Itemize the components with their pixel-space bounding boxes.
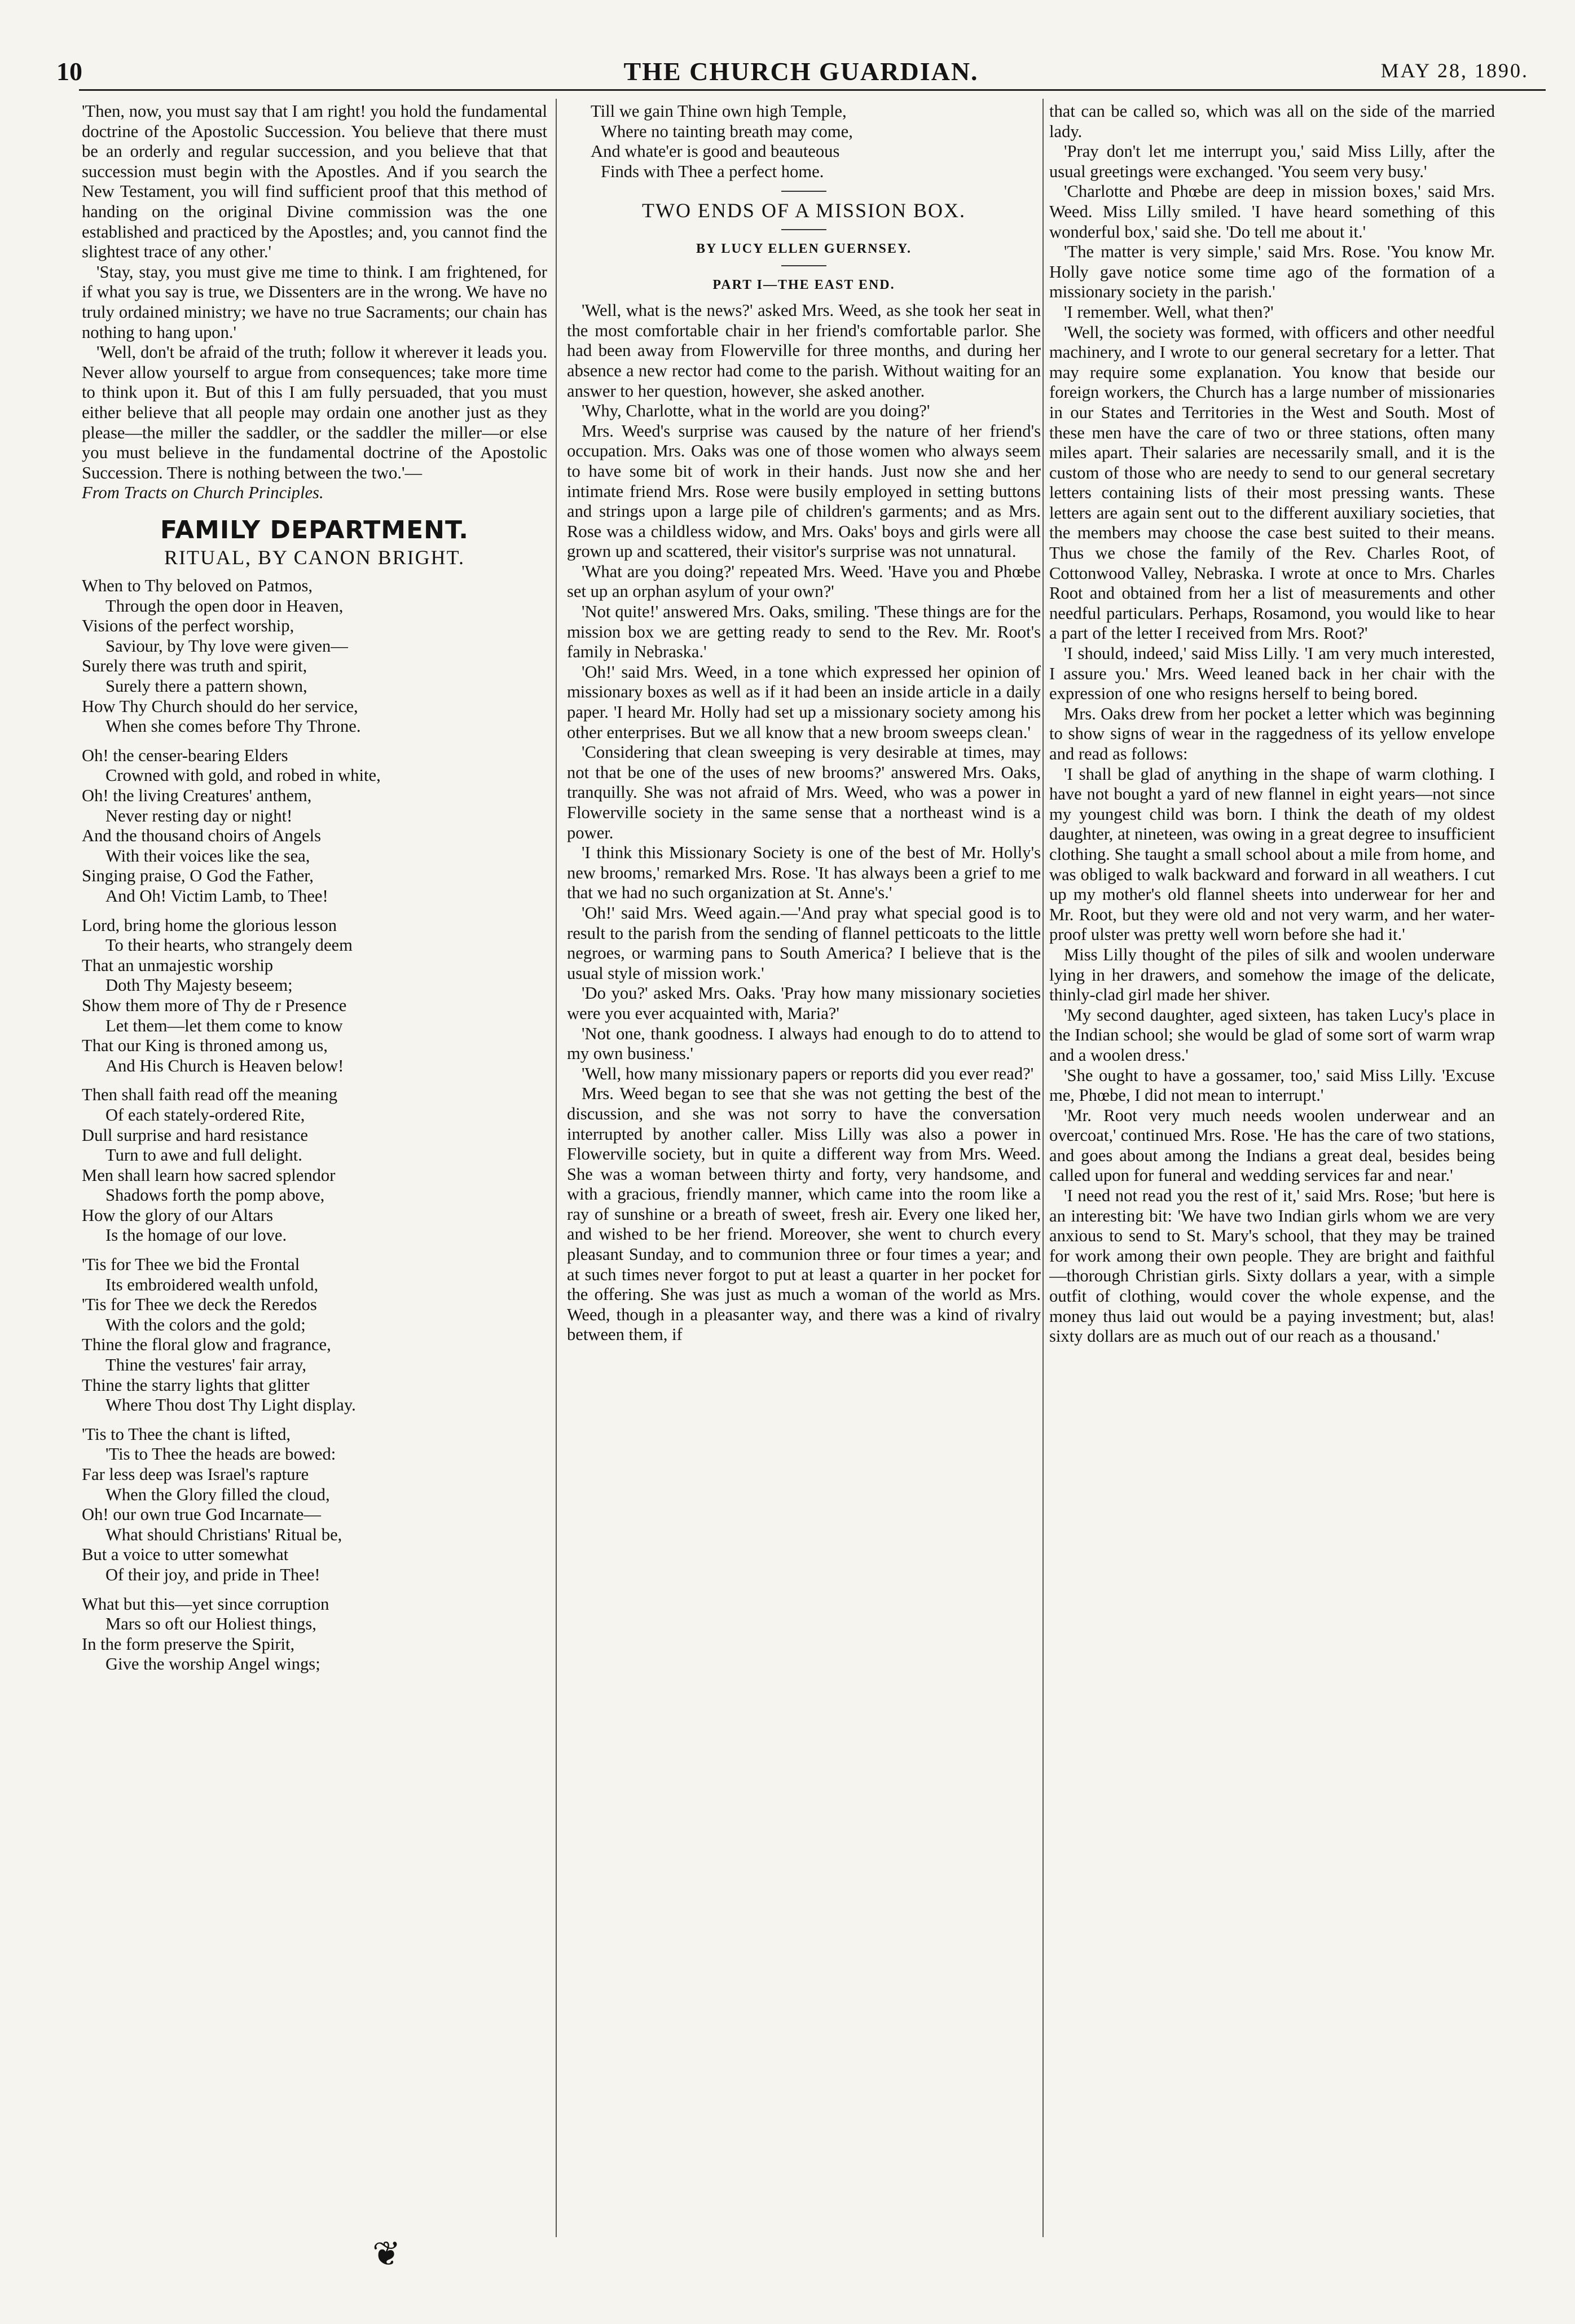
part-heading: PART I—THE EAST END. [712,277,895,292]
paragraph: Miss Lilly thought of the piles of silk and woolen underware lying in her drawers, and somehow the image of the delicate, thinly-clad girl made her shiver. [1049,944,1495,1005]
poem-line: Crowned with gold, and robed in white, [105,766,381,785]
poem-line: Of each stately-ordered Rite, [105,1105,305,1124]
column-3 [1049,102,1495,2302]
poem-line: And His Church is Heaven below! [105,1056,344,1075]
poem-line: And Oh! Victim Lamb, to Thee! [105,886,328,906]
poem-line: Let them—let them come to know [105,1016,343,1035]
paragraph: 'I think this Missionary Society is one of the best of Mr. Holly's new brooms,' remarked Mrs. Rose. 'It has always been a grief to me that we had no such organization at St. Anne's.' [567,843,1041,903]
column-1 [82,102,547,2302]
poem-line: Oh! our own true God Incarnate— [82,1505,321,1525]
poem-line: Give the worship Angel wings; [105,1654,320,1674]
paragraph: 'Mr. Root very much needs woolen underwear and an overcoat,' continued Mrs. Rose. 'He has the care of two stations, and goes about among the Indians a great deal, besides being called upon for funeral and wedding services far and near.' [1049,1105,1495,1185]
paragraph: 'Not one, thank goodness. I always had enough to do to attend to my own business.' [567,1023,1041,1064]
poem-line: Visions of the perfect worship, [82,616,294,636]
poem-line: Surely there was truth and spirit, [82,656,307,676]
column-2 [567,102,1041,2302]
poem-title: RITUAL, BY CANON BRIGHT. [164,546,465,569]
poem-line: Finds with Thee a perfect home. [601,161,824,181]
poem-line: Shadows forth the pomp above, [105,1185,325,1205]
paragraph: Mrs. Weed began to see that she was not getting the best of the discussion, and she was not sorry to have the conversation interrupted by another caller. Miss Lilly was also a power in Flowerville society, but in quite a different way from Mrs. Weed. She was a woman between thirty and forty, very handsome, and with a gracious, friendly manner, which came into the room like a ray of sunshine or a breath of sweet, fresh air. Every one liked her, and wished to be her friend. Moreover, she went to church every pleasant Sunday, and to communion three or four times a year; and at such times never forgot to put at least a quarter in her pocket for the offering. She was just as much a woman of the world as Mrs. Weed, though in a pleasanter way, and there was a kind of rivalry between them, if [567,1084,1041,1345]
paragraph: 'I need not read you the rest of it,' said Mrs. Rose; 'but here is an interesting bit: 'We have two Indian girls whom we are very anxious to send to St. Mary's school, that they may be trained for work among their own people. They are bright and faithful—thorough Christian girls. Sixty dollars a year, with a simple outfit of clothing, would cover the whole expense, and the money thus laid out would be a paying investment; but, alas! sixty dollars are as much out of our reach as a thousand.' [1049,1186,1495,1346]
poem-line: Lord, bring home the glorious lesson [82,915,337,935]
paragraph: 'The matter is very simple,' said Mrs. Rose. 'You know Mr. Holly gave notice some time ago of the formation of a missionary society in the parish.' [1049,242,1495,302]
page-number: 10 [56,57,82,86]
poem-ending [567,102,1041,182]
poem-line: Far less deep was Israel's rapture [82,1465,309,1484]
divider [781,229,826,230]
divider [781,265,826,266]
poem-line: Saviour, by Thy love were given— [105,636,348,656]
masthead-rule [79,89,1546,91]
poem-line: Turn to awe and full delight. [105,1145,302,1165]
poem-line: Where Thou dost Thy Light display. [105,1395,356,1415]
printer-ornament-icon: ❦ [372,2234,401,2274]
paragraph: 'Well, how many missionary papers or reports did you ever read?' [582,1064,1034,1083]
poem-line: Thine the vestures' fair array, [105,1355,307,1375]
poem-line: What but this—yet since corruption [82,1594,329,1614]
poem-line: Oh! the living Creatures' anthem, [82,786,312,805]
paragraph: Mrs. Oaks drew from her pocket a letter which was beginning to show signs of wear in the raggedness of its yellow envelope and read as follows: [1049,704,1495,763]
paragraph: 'Why, Charlotte, what in the world are you doing?' [582,401,930,421]
paragraph: 'My second daughter, aged sixteen, has taken Lucy's place in the Indian school; she would be glad of some sort of warm wrap and a woolen dress.' [1049,1005,1495,1065]
story-title: TWO ENDS OF A MISSION BOX. [641,199,966,222]
paragraph: 'Oh!' said Mrs. Weed again.—'And pray what special good is to result to the parish from the sending of flannel petticoats to the little negroes, or warming pans to South America? I believe that is the usual style of mission work.' [567,903,1041,983]
poem-line: 'Tis to Thee the heads are bowed: [105,1444,336,1464]
paragraph: 'Charlotte and Phœbe are deep in mission boxes,' said Mrs. Weed. Miss Lilly smiled. 'I have heard something of this wonderful box,' said she. 'Do tell me about it.' [1049,182,1495,241]
poem-stanza [82,1085,547,1246]
poem-stanza [82,576,547,737]
poem-line: How the glory of our Altars [82,1205,274,1225]
poem-line: That our King is throned among us, [82,1036,328,1056]
poem-line: That an unmajestic worship [82,955,273,975]
poem-line: What should Christians' Ritual be, [105,1525,342,1544]
poem-line: How Thy Church should do her service, [82,696,358,716]
poem-line: Show them more of Thy de r Presence [82,995,347,1015]
poem-line: In the form preserve the Spirit, [82,1634,295,1654]
poem-line: Of their joy, and pride in Thee! [105,1565,320,1584]
poem-line: Where no tainting breath may come, [601,121,853,141]
poem-stanza [82,1594,547,1675]
poem-stanza [82,1425,547,1585]
poem-line: When the Glory filled the cloud, [105,1484,330,1504]
poem-line: Men shall learn how sacred splendor [82,1165,336,1185]
paragraph: 'Well, don't be afraid of the truth; follow it wherever it leads you. Never allow yourself to argue from consequences; take more time to think upon it. But of this I am fully persuaded, that you must either believe that all people may ordain one another just as they please—the miller the saddler, or the saddler the miller—or else you must believe in the fundamental doctrine of the Apostolic Succession. There is nothing between the two.'— [82,342,547,482]
poem-line: Thine the starry lights that glitter [82,1375,310,1395]
poem-line: Never resting day or night! [105,806,293,825]
column-rule [1042,99,1044,2237]
poem-line: Mars so oft our Holiest things, [105,1614,316,1634]
poem-stanza [82,746,547,907]
poem-line: Then shall faith read off the meaning [82,1085,338,1105]
paragraph: 'Stay, stay, you must give me time to think. I am frightened, for if what you say is true, we Dissenters are in the wrong. We have no truly ordained ministry; we have no true Sacraments; our chain has nothing to hang upon.' [82,262,547,342]
paragraph: 'I shall be glad of anything in the shape of warm clothing. I have not bought a yard of new flannel in eight years—not since my youngest child was born. I think the death of my oldest daughter, at nineteen, was owing in a great degree to insufficient clothing. She taught a small school about a mile from home, and was obliged to walk backward and forward in all weathers. I cut up my mother's old flannel sheets into underwear for her and Mr. Root, but they were old and not very warm, and her water-proof ulster was pretty well worn before she had it.' [1049,764,1495,944]
poem-line: 'Tis to Thee the chant is lifted, [82,1424,291,1444]
paragraph: that can be called so, which was all on the side of the married lady. [1049,102,1495,141]
poem-line: 'Tis for Thee we deck the Reredos [82,1295,317,1315]
poem-line: With their voices like the sea, [105,846,310,866]
paragraph: 'Well, the society was formed, with officers and other needful machinery, and I wrote to our general secretary for a letter. That may require some explanation. You know that beside our foreign workers, the Church has a large number of missionaries in our States and Territories in the West and South. Most of these men have the care of two or three stations, often many miles apart. Their salaries are necessarily small, and it is the custom of those who are needy to send to our general secretary letters containing lists of their most pressing wants. These letters are again sent out to the different auxiliary societies, that the members may choose the case best suited to their means. Thus we chose the family of the Rev. Charles Root, of Cottonwood Valley, Nebraska. I wrote at once to Mrs. Charles Root and obtained from her a list of measurements and other needful particulars. Perhaps, Rosamond, you would like to hear a part of the letter I received from Mrs. Root?' [1049,322,1495,643]
department-heading: FAMILY DEPARTMENT. [160,515,469,544]
poem-line: Till we gain Thine own high Temple, [591,102,847,121]
masthead [45,54,1557,88]
byline: BY LUCY ELLEN GUERNSEY. [696,241,912,256]
paragraph: 'Not quite!' answered Mrs. Oaks, smiling. 'These things are for the mission box we are getting ready to send to the Rev. Mr. Root's family in Nebraska.' [567,602,1041,662]
source-citation: From Tracts on Church Principles. [82,483,324,503]
poem-line: Thine the floral glow and fragrance, [82,1335,331,1355]
poem-line: Oh! the censer-bearing Elders [82,745,288,765]
poem-line: Singing praise, O God the Father, [82,866,314,886]
column-rule [556,99,557,2237]
paragraph: 'Then, now, you must say that I am right! you hold the fundamental doctrine of the Apostolic Succession. You believe that there must be an orderly and regular succession, and you believe that that succession must begin with the Apostles. And if you search the New Testament, you will find sufficient proof that this method of handing on the original Divine commission was the one established and practiced by the Apostles; and, you cannot find the slightest trace of any other.' [82,102,547,262]
paragraph: Mrs. Weed's surprise was caused by the nature of her friend's occupation. Mrs. Oaks was one of those women who always seem to have some bit of work in their hands. Just now she and her intimate friend Mrs. Rose were busily employed in setting buttons and strings upon a large pile of children's garments; and as Mrs. Rose was a childless widow, and Mrs. Oaks' boys and girls were all grown up and scattered, their visitor's surprise was not unnatural. [567,421,1041,561]
poem-line: Through the open door in Heaven, [105,596,344,616]
paragraph: 'Well, what is the news?' asked Mrs. Weed, as she took her seat in the most comfortable chair in her friend's comfortable parlor. She had been away from Flowerville for three months, and during her absence a new rector had come to the parish. Without waiting for an answer to her question, however, she asked another. [567,301,1041,401]
paragraph: 'Considering that clean sweeping is very desirable at times, may not that be one of the uses of new brooms?' answered Mrs. Oaks, tranquilly. She was not afraid of Mrs. Weed, who was a power in Flowerville society in the same sense that a northeast wind is a power. [567,743,1041,842]
poem-line: Doth Thy Majesty beseem; [105,976,293,995]
poem-line: Dull surprise and hard resistance [82,1125,308,1145]
poem-line: Surely there a pattern shown, [105,676,307,696]
poem-line: 'Tis for Thee we bid the Frontal [82,1255,300,1275]
poem-line: When to Thy beloved on Patmos, [82,576,313,596]
poem-stanza [82,1255,547,1416]
poem-line: With the colors and the gold; [105,1315,306,1334]
divider [781,191,826,192]
poem-line: And the thousand choirs of Angels [82,826,322,846]
paragraph: 'Oh!' said Mrs. Weed, in a tone which expressed her opinion of missionary boxes as well as if it had been an inside article in a daily paper. 'I heard Mr. Holly had set up a missionary society among his other enterprises. But we all know that a new broom sweeps clean.' [567,662,1041,742]
poem [82,576,547,1675]
paragraph: 'She ought to have a gossamer, too,' said Miss Lilly. 'Excuse me, Phœbe, I did not mean to interrupt.' [1049,1065,1495,1105]
paragraph: 'I remember. Well, what then?' [1064,302,1274,322]
poem-line: Is the homage of our love. [105,1225,287,1245]
poem-line: When she comes before Thy Throne. [105,717,361,736]
poem-line: But a voice to utter somewhat [82,1545,289,1565]
poem-line: And whate'er is good and beauteous [591,142,840,161]
paragraph: 'Pray don't let me interrupt you,' said Miss Lilly, after the usual greetings were exchanged. 'You seem very busy.' [1049,142,1495,181]
paragraph: 'I should, indeed,' said Miss Lilly. 'I am very much interested, I assure you.' Mrs. Weed leaned back in her chair with the expression of one who resigns herself to being bored. [1049,644,1495,704]
poem-line: To their hearts, who strangely deem [105,935,353,955]
poem-line: Its embroidered wealth unfold, [105,1275,319,1294]
newspaper-title: THE CHURCH GUARDIAN. [623,57,979,86]
poem-stanza [82,916,547,1077]
paragraph: 'What are you doing?' repeated Mrs. Weed. 'Have you and Phœbe set up an orphan asylum of your own?' [567,561,1041,601]
issue-date: MAY 28, 1890. [1380,59,1529,82]
paragraph: 'Do you?' asked Mrs. Oaks. 'Pray how many missionary societies were you ever acquainted with, Maria?' [567,983,1041,1023]
